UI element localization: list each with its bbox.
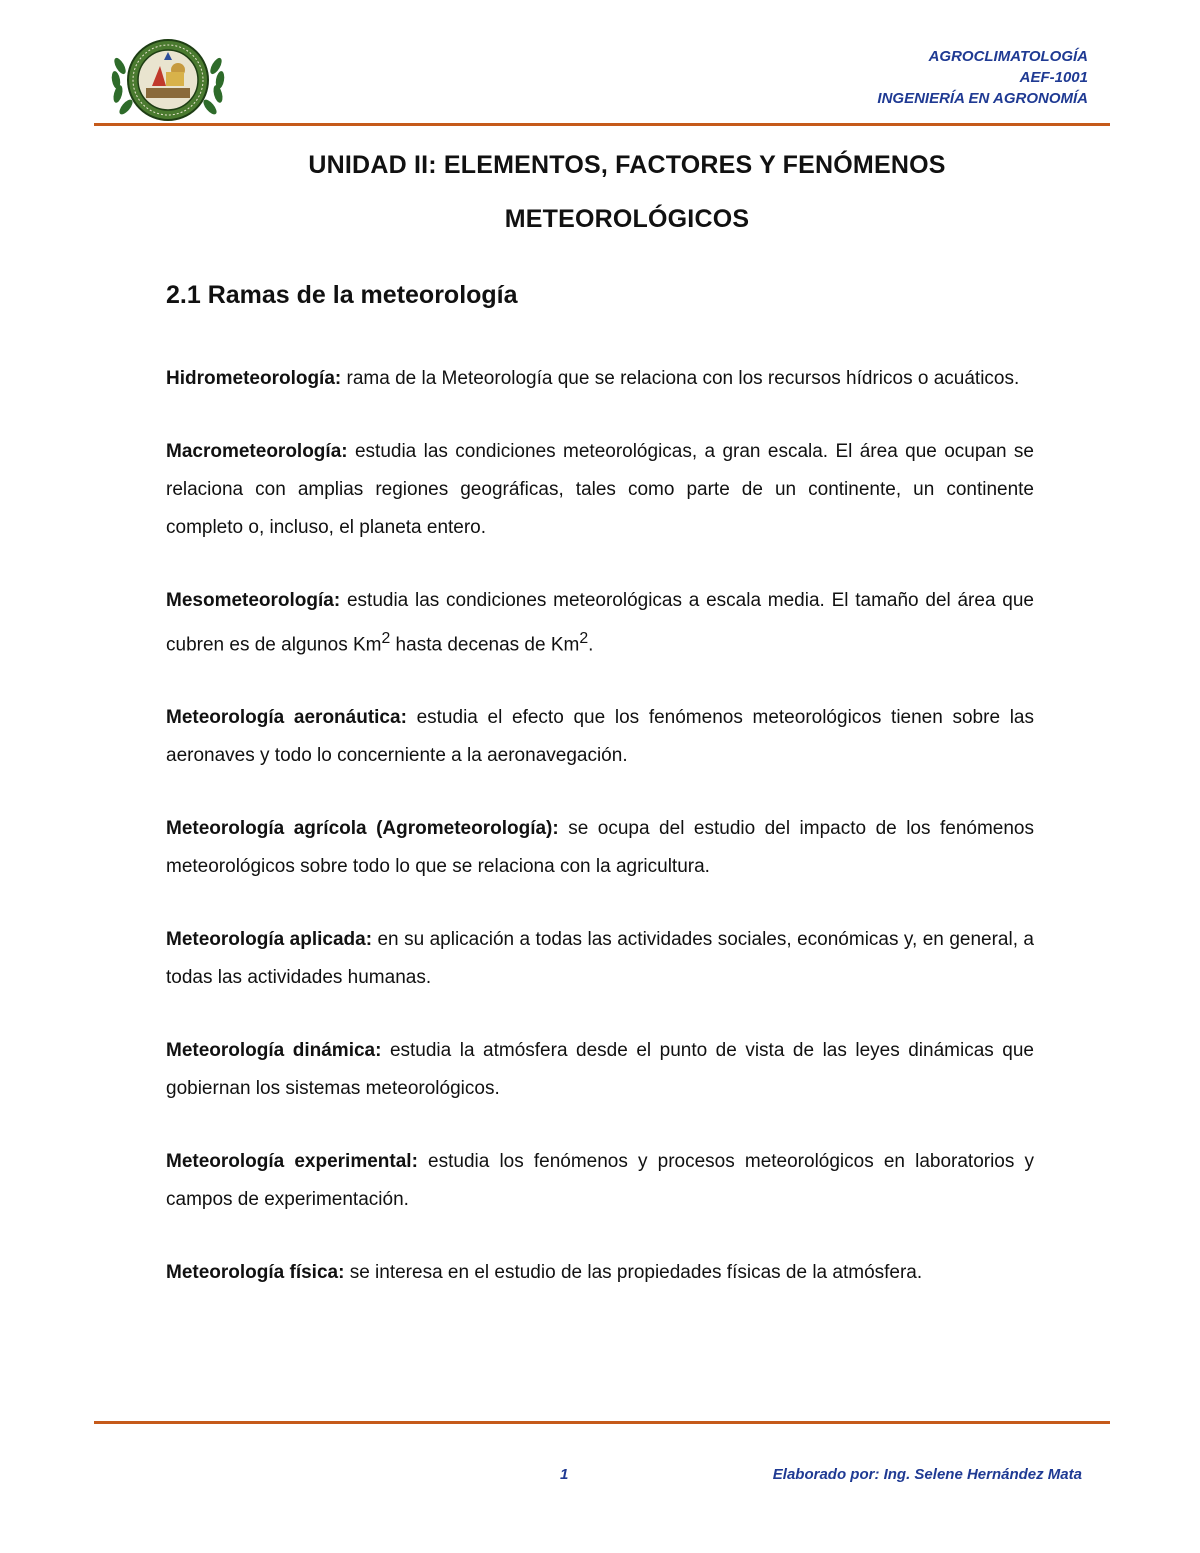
unit-title bbox=[94, 138, 1160, 246]
course-code: AEF-1001 bbox=[1019, 69, 1088, 86]
definition-text: estudia las condiciones meteorológicas, a gran escala. El área que ocupan se relaciona con amplias regiones geográficas, tales como parte de un continente, un continente completo o, incluso, el planeta entero. bbox=[166, 441, 1034, 538]
course-name: AGROCLIMATOLOGÍA bbox=[928, 48, 1088, 65]
definition-term: Macrometeorología: bbox=[166, 441, 348, 462]
definition-paragraph bbox=[166, 921, 1034, 997]
definition-text: rama de la Meteorología que se relaciona con los recursos hídricos o acuáticos. bbox=[341, 368, 1020, 389]
definitions-list bbox=[166, 360, 1034, 1327]
definition-text: estudia la atmósfera desde el punto de vista de las leyes dinámicas que gobiernan los sistemas meteorológicos. bbox=[166, 1040, 1034, 1100]
definition-term: Meteorología física: bbox=[166, 1262, 345, 1284]
definition-text: hasta decenas de Km bbox=[390, 634, 580, 656]
header-divider bbox=[94, 123, 1110, 126]
definition-paragraph bbox=[166, 433, 1034, 547]
definition-paragraph bbox=[166, 1032, 1034, 1108]
definition-text: estudia las condiciones meteorológicas a escala media. El tamaño del área que cubren es de algunos Km bbox=[166, 590, 1034, 656]
author-credit: Elaborado por: Ing. Selene Hernández Mata bbox=[772, 1466, 1082, 1483]
definition-text: . bbox=[588, 634, 594, 656]
institution-seal-icon bbox=[106, 36, 230, 124]
definition-term: Hidrometeorología: bbox=[166, 368, 342, 389]
program-name: INGENIERÍA EN AGRONOMÍA bbox=[877, 90, 1088, 107]
definition-term: Meteorología experimental: bbox=[166, 1151, 418, 1173]
definition-text: estudia los fenómenos y procesos meteorológicos en laboratorios y campos de experimentación. bbox=[166, 1151, 1035, 1211]
superscript: 2 bbox=[381, 630, 391, 647]
definition-term: Meteorología dinámica: bbox=[166, 1040, 382, 1062]
definition-paragraph bbox=[166, 360, 1034, 398]
definition-paragraph bbox=[166, 582, 1034, 664]
document-header bbox=[877, 46, 1088, 109]
definition-paragraph bbox=[166, 1254, 1034, 1292]
unit-title-line-2: METEOROLÓGICOS bbox=[504, 205, 750, 233]
page-number: 1 bbox=[560, 1466, 569, 1483]
definition-term: Mesometeorología: bbox=[166, 590, 341, 611]
definition-paragraph bbox=[166, 810, 1034, 886]
section-heading: 2.1 Ramas de la meteorología bbox=[166, 281, 518, 309]
definition-term: Meteorología aplicada: bbox=[166, 929, 373, 951]
definition-term: Meteorología agrícola (Agrometeorología): bbox=[166, 818, 559, 840]
definition-paragraph bbox=[166, 1143, 1034, 1219]
unit-title-line-1: UNIDAD II: ELEMENTOS, FACTORES Y FENÓMENOS bbox=[308, 151, 946, 179]
superscript: 2 bbox=[579, 630, 589, 647]
definition-text: se ocupa del estudio del impacto de los fenómenos meteorológicos sobre todo lo que se relaciona con la agricultura. bbox=[166, 818, 1035, 878]
definition-text: se interesa en el estudio de las propiedades físicas de la atmósfera. bbox=[344, 1262, 923, 1284]
footer-divider bbox=[94, 1421, 1110, 1424]
definition-text: estudia el efecto que los fenómenos meteorológicos tienen sobre las aeronaves y todo lo concerniente a la aeronavegación. bbox=[166, 707, 1034, 767]
definition-term: Meteorología aeronáutica: bbox=[166, 707, 407, 729]
definition-paragraph bbox=[166, 699, 1034, 775]
definition-text: en su aplicación a todas las actividades sociales, económicas y, en general, a todas las actividades humanas. bbox=[166, 929, 1035, 989]
